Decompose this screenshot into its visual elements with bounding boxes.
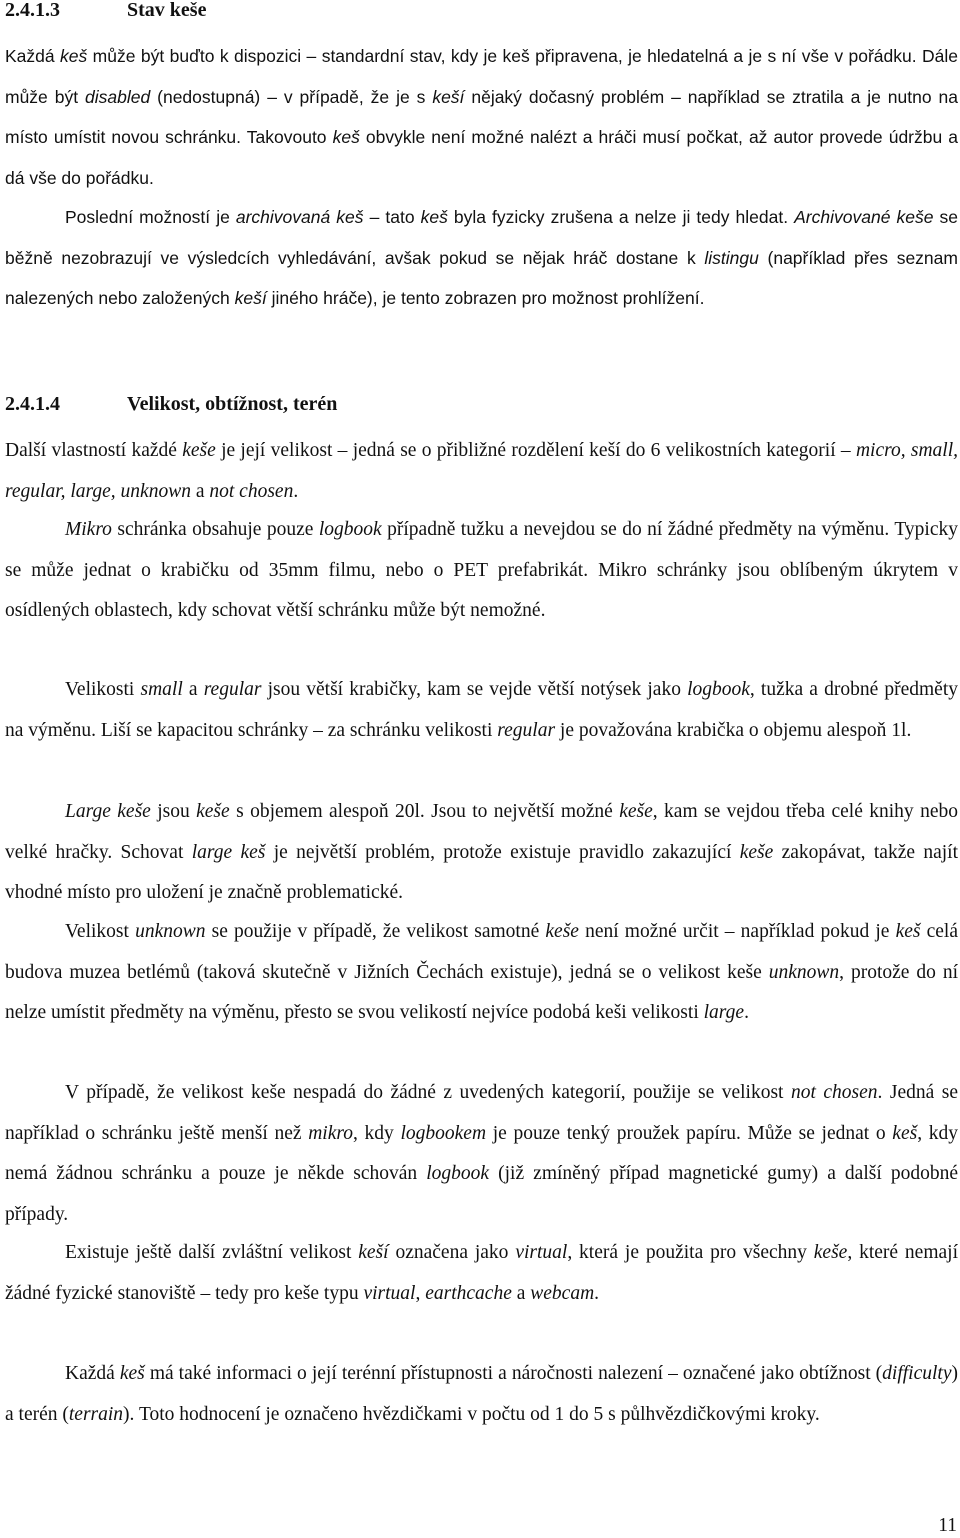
text-run: zakopávat, takže najít vhodné místo pro uložení je značně problematické.	[5, 841, 958, 903]
italic-term: Large keše	[65, 801, 151, 822]
text-run: – tato	[363, 207, 421, 227]
text-run: , které nemají žádné fyzické stanoviště – tedy pro keše typu	[5, 1242, 958, 1304]
paragraph-velikost-mikro	[5, 510, 958, 632]
paragraph-stav-1	[5, 36, 958, 198]
paragraph-velikost-small-regular	[5, 670, 958, 751]
italic-term: logbook	[426, 1163, 490, 1184]
text-run: není možné určit – například pokud je	[578, 921, 896, 942]
text-run: ). Toto hodnocení je označeno hvězdičkami v počtu od 1 do 5 s půlhvězdičkovými kroky.	[123, 1403, 820, 1425]
italic-term: keš	[420, 207, 448, 227]
text-run: ,	[415, 1282, 426, 1304]
text-run: má také informaci o její terénní přístupnosti a náročnosti nalezení – označené jako obtížnost (	[144, 1363, 883, 1384]
italic-term: keší	[234, 288, 267, 308]
text-run: , kam se vejdou třeba celé knihy nebo velké hračky. Schovat	[5, 801, 958, 863]
italic-term: large	[703, 1002, 745, 1023]
text-run: , kdy	[353, 1122, 401, 1144]
text-run: Každá	[65, 1363, 120, 1384]
section-title: Velikost, obtížnost, terén	[127, 393, 338, 415]
text-run: (například přes seznam nalezených nebo založených	[5, 247, 958, 308]
text-run: se použije v případě, že velikost samotné	[205, 921, 546, 942]
italic-term: terrain	[68, 1403, 124, 1425]
text-run: se běžně nezobrazují ve výsledcích vyhledávání, avšak pokud se nějak hráč dostane k	[5, 207, 958, 268]
page-number: 11	[938, 1515, 957, 1536]
text-run: a	[190, 480, 210, 502]
text-run: jiného hráče), je tento zobrazen pro možnost prohlížení.	[266, 288, 705, 308]
text-run: s objemem alespoň 20l. Jsou to největší možné	[229, 801, 620, 822]
text-run: nějaký dočasný problém – například se ztratila a je nutno na místo umístit novou schránku. Takovouto	[5, 86, 958, 147]
italic-term: keš	[119, 1363, 145, 1384]
text-run: označena jako	[388, 1242, 516, 1263]
section-number: 2.4.1.4	[5, 393, 60, 415]
italic-term: small	[140, 679, 183, 700]
paragraph-velikost-large	[5, 792, 958, 914]
text-run: jsou větší krabičky, kam se vejde větší notýsek jako	[261, 679, 688, 700]
section-heading-velikost	[5, 392, 337, 416]
italic-term: keše	[196, 801, 230, 822]
section-title: Stav keše	[127, 0, 207, 21]
text-run: schránka obsahuje pouze	[111, 519, 319, 540]
italic-term: keš	[892, 1122, 918, 1144]
text-run: případně tužku a nevejdou se do ní žádné předměty na výměnu. Typicky se může jednat o krabičku od 35mm filmu, nebo o PET prefabrikát. Mikro schránky jsou oblíbeným úkrytem v osídlených oblastech, kdy schovat větší schránku může být nemožné.	[5, 519, 958, 621]
text-run: , která je použita pro všechny	[567, 1242, 814, 1263]
text-run: a	[182, 679, 204, 700]
italic-term: regular	[203, 679, 262, 700]
italic-term: keše	[545, 921, 579, 942]
italic-term: webcam	[530, 1282, 595, 1304]
text-run: .	[594, 1282, 600, 1304]
italic-term: keše	[739, 841, 774, 863]
text-run: , kdy nemá žádnou schránku a pouze je někde schován	[5, 1122, 959, 1184]
text-run: (již zmíněný případ magnetické gumy) a další podobné případy.	[5, 1163, 958, 1225]
italic-term: Mikro	[65, 519, 112, 540]
italic-term: archivovaná keš	[235, 207, 364, 227]
italic-term: keše	[813, 1242, 848, 1263]
italic-term: not chosen	[790, 1082, 878, 1103]
italic-term: not chosen	[209, 480, 294, 502]
italic-term: virtual	[363, 1282, 416, 1304]
paragraph-obtiznost-teren	[5, 1354, 958, 1435]
italic-term: keše	[619, 801, 653, 822]
italic-term: difficulty	[882, 1363, 952, 1384]
italic-term: regular	[497, 719, 556, 741]
text-run: Existuje ještě další zvláštní velikost	[65, 1242, 359, 1263]
italic-term: keš	[60, 46, 88, 66]
paragraph-velikost-not-chosen	[5, 1073, 958, 1235]
text-run: a	[511, 1282, 531, 1304]
text-run: je největší problém, protože existuje pravidlo zakazující	[265, 841, 740, 863]
italic-term: logbook	[687, 679, 750, 700]
text-run: (nedostupná) – v případě, že je s	[150, 86, 433, 107]
italic-term: large keš	[191, 841, 266, 863]
text-run: Velikosti	[65, 679, 141, 700]
text-run: . Jedná se například o schránku ještě menší než	[5, 1082, 958, 1144]
italic-term: Archivované keše	[794, 207, 934, 227]
text-run: Každá	[5, 46, 61, 66]
text-run: , tužka a drobné předměty na výměnu. Liší se kapacitou schránky – za schránku velikosti	[5, 679, 959, 741]
italic-term: unknown	[135, 921, 206, 942]
italic-term: logbook	[318, 519, 382, 540]
text-run: je její velikost – jedná se o přibližné rozdělení keší do 6 velikostních kategorií –	[215, 440, 856, 461]
text-run: V případě, že velikost keše nespadá do žádné z uvedených kategorií, použije se velikost	[65, 1082, 791, 1103]
text-run: může být buďto k dispozici – standardní stav, kdy je keš připravena, je hledatelná a je s ní vše v pořádku. Dále může být	[5, 46, 958, 107]
text-run: Další vlastností každé	[5, 440, 183, 461]
italic-term: disabled	[85, 86, 151, 107]
text-run: obvykle není možné nalézt a hráči musí počkat, až autor provede údržbu a dá vše do pořádku.	[5, 127, 959, 188]
italic-term: keší	[358, 1242, 389, 1263]
section-number: 2.4.1.3	[5, 0, 60, 21]
paragraph-velikost-1	[5, 431, 958, 512]
italic-term: keší	[432, 86, 465, 107]
text-run: byla fyzicky zrušena a nelze ji tedy hledat.	[447, 207, 795, 227]
italic-term: virtual	[515, 1242, 568, 1263]
text-run: jsou	[150, 801, 197, 822]
text-run: Poslední možností je	[65, 207, 236, 227]
text-run: .	[293, 480, 299, 502]
italic-term: mikro	[308, 1122, 353, 1144]
text-run: je pouze tenký proužek papíru. Může se jednat o	[486, 1122, 893, 1144]
italic-term: keš	[895, 921, 921, 942]
paragraph-velikost-unknown	[5, 912, 958, 1034]
italic-term: keš	[332, 127, 360, 147]
paragraph-stav-2	[5, 197, 958, 319]
text-run: , protože do ní nelze umístit předměty na výměnu, přesto se svou velikostí nejvíce podobá keši velikosti	[5, 961, 958, 1023]
text-run: ) a terén (	[5, 1363, 958, 1425]
italic-term: earthcache	[425, 1282, 512, 1304]
paragraph-velikost-virtual	[5, 1233, 958, 1314]
italic-term: micro, small, regular, large, unknown	[5, 440, 958, 502]
italic-term: listingu	[704, 247, 759, 268]
text-run: celá budova muzea betlémů (taková skutečně v Jižních Čechách existuje), jedná se o velikost keše	[5, 921, 959, 983]
italic-term: keše	[182, 440, 216, 461]
section-heading-stav	[5, 0, 206, 22]
text-run: Velikost	[65, 921, 136, 942]
text-run: .	[744, 1002, 749, 1023]
italic-term: logbookem	[400, 1122, 487, 1144]
italic-term: unknown	[768, 961, 840, 983]
text-run: je považována krabička o objemu alespoň 1l.	[555, 719, 912, 741]
